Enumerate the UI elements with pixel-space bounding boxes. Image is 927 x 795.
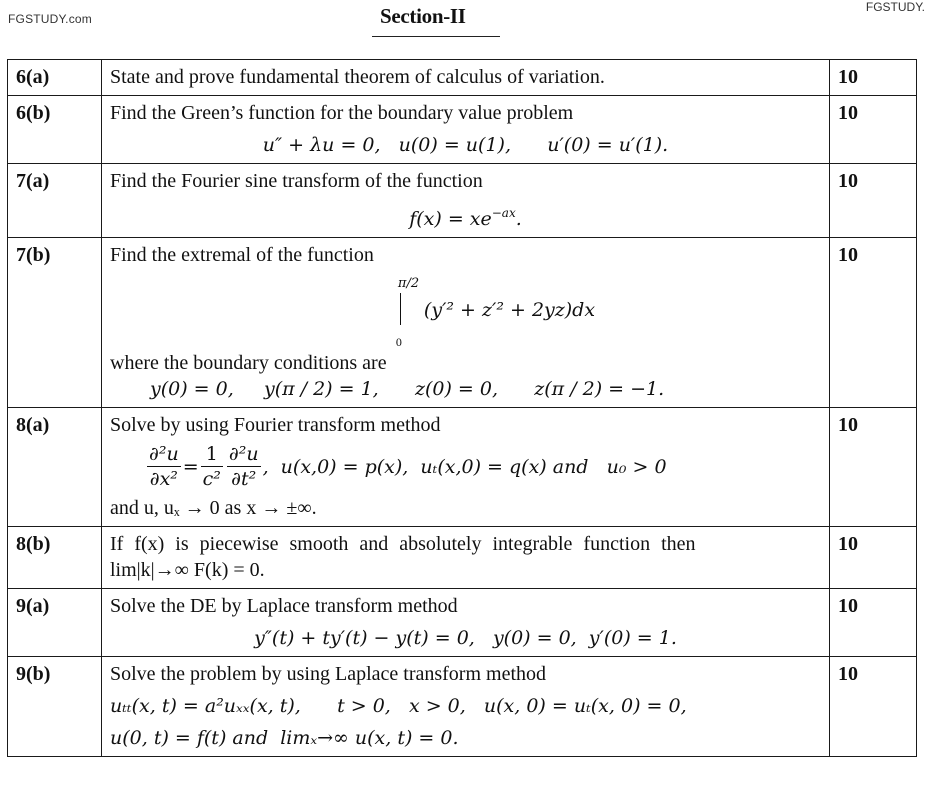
watermark-right: FGSTUDY. xyxy=(865,0,925,14)
watermark-left: FGSTUDY.com xyxy=(8,12,92,26)
question-marks: 10 xyxy=(830,657,917,757)
question-number: 9(b) xyxy=(8,657,102,757)
question-number: 8(a) xyxy=(8,408,102,527)
question-marks: 10 xyxy=(830,164,917,238)
question-text: Solve the problem by using Laplace transform method xyxy=(110,663,547,685)
question-row xyxy=(8,238,917,408)
question-line-2: lim|k|→∞ F(k) = 0. xyxy=(110,559,265,581)
integral-sign xyxy=(395,275,420,349)
equation-exponent: −ax xyxy=(491,206,516,220)
question-text: If f(x) is piecewise smooth and absolutely integrable function then xyxy=(110,533,696,555)
question-body xyxy=(102,589,830,657)
question-equation: u″ + λu = 0, u(0) = u(1), u′(0) = u′(1). xyxy=(262,134,669,156)
question-text: Solve the DE by Laplace transform method xyxy=(110,595,458,617)
question-row xyxy=(8,164,917,238)
fraction-coefficient xyxy=(201,442,223,491)
integral-lower-limit: 0 xyxy=(395,335,402,349)
questions-table xyxy=(7,59,917,757)
question-body xyxy=(102,164,830,238)
question-body xyxy=(102,657,830,757)
question-text: Find the extremal of the function xyxy=(110,244,374,266)
question-marks: 10 xyxy=(830,60,917,96)
question-row xyxy=(8,657,917,757)
question-body xyxy=(102,408,830,527)
question-text: Find the Fourier sine transform of the function xyxy=(110,170,483,192)
question-marks: 10 xyxy=(830,238,917,408)
fraction-numerator: 1 xyxy=(201,442,223,467)
question-number: 8(b) xyxy=(8,527,102,589)
question-row xyxy=(8,527,917,589)
question-text: Find the Green’s function for the boundary value problem xyxy=(110,102,574,124)
question-row xyxy=(8,408,917,527)
question-row xyxy=(8,589,917,657)
fraction-numerator: ∂²u xyxy=(228,443,259,465)
fraction-lhs xyxy=(147,442,181,491)
equation-end: . xyxy=(515,208,522,230)
question-line-2: uₜₜ(x, t) = a²uₓₓ(x, t), t > 0, x > 0, u(x, 0) = uₜ(x, 0) = 0, xyxy=(110,695,687,717)
question-footer: and u, uₓ → 0 as x → ±∞. xyxy=(110,497,317,519)
question-number: 7(b) xyxy=(8,238,102,408)
question-row xyxy=(8,60,917,96)
section-title-underline xyxy=(372,36,500,37)
fraction-numerator: ∂²u xyxy=(149,443,179,465)
question-row xyxy=(8,96,917,164)
question-equation: y″(t) + ty′(t) − y(t) = 0, y(0) = 0, y′(0) = 1. xyxy=(254,627,677,649)
integral-expression xyxy=(170,272,821,348)
question-body xyxy=(102,527,830,589)
boundary-conditions: y(0) = 0, y(π / 2) = 1, z(0) = 0, z(π / 2) = −1. xyxy=(150,378,665,400)
question-number: 6(b) xyxy=(8,96,102,164)
fraction-denominator: c² xyxy=(202,468,221,490)
fraction-rhs xyxy=(227,442,261,491)
fraction-denominator: ∂t² xyxy=(231,468,257,490)
question-marks: 10 xyxy=(830,408,917,527)
integral-upper-limit: π/2 xyxy=(397,276,420,291)
question-line-3: u(0, t) = f(t) and limₓ→∞ u(x, t) = 0. xyxy=(110,727,459,749)
conditions-intro: where the boundary conditions are xyxy=(110,352,387,374)
question-marks: 10 xyxy=(830,96,917,164)
equals-sign: = xyxy=(182,455,199,478)
question-number: 6(a) xyxy=(8,60,102,96)
equation-base: f(x) = xe xyxy=(409,208,492,230)
question-body xyxy=(102,238,830,408)
pde-conditions: , u(x,0) = p(x), uₜ(x,0) = q(x) and u₀ > 0 xyxy=(262,455,667,478)
question-equation xyxy=(110,200,821,232)
question-text: Solve by using Fourier transform method xyxy=(110,414,441,436)
integrand: (y′² + z′² + 2yz)dx xyxy=(423,299,596,321)
pde-equation xyxy=(145,442,821,491)
question-body xyxy=(102,60,830,96)
question-marks: 10 xyxy=(830,527,917,589)
question-text: State and prove fundamental theorem of calculus of variation. xyxy=(110,66,605,88)
integral-bar xyxy=(400,293,401,325)
question-marks: 10 xyxy=(830,589,917,657)
fraction-denominator: ∂x² xyxy=(149,468,178,490)
section-title: Section-II xyxy=(380,4,466,28)
question-body xyxy=(102,96,830,164)
question-number: 7(a) xyxy=(8,164,102,238)
question-number: 9(a) xyxy=(8,589,102,657)
